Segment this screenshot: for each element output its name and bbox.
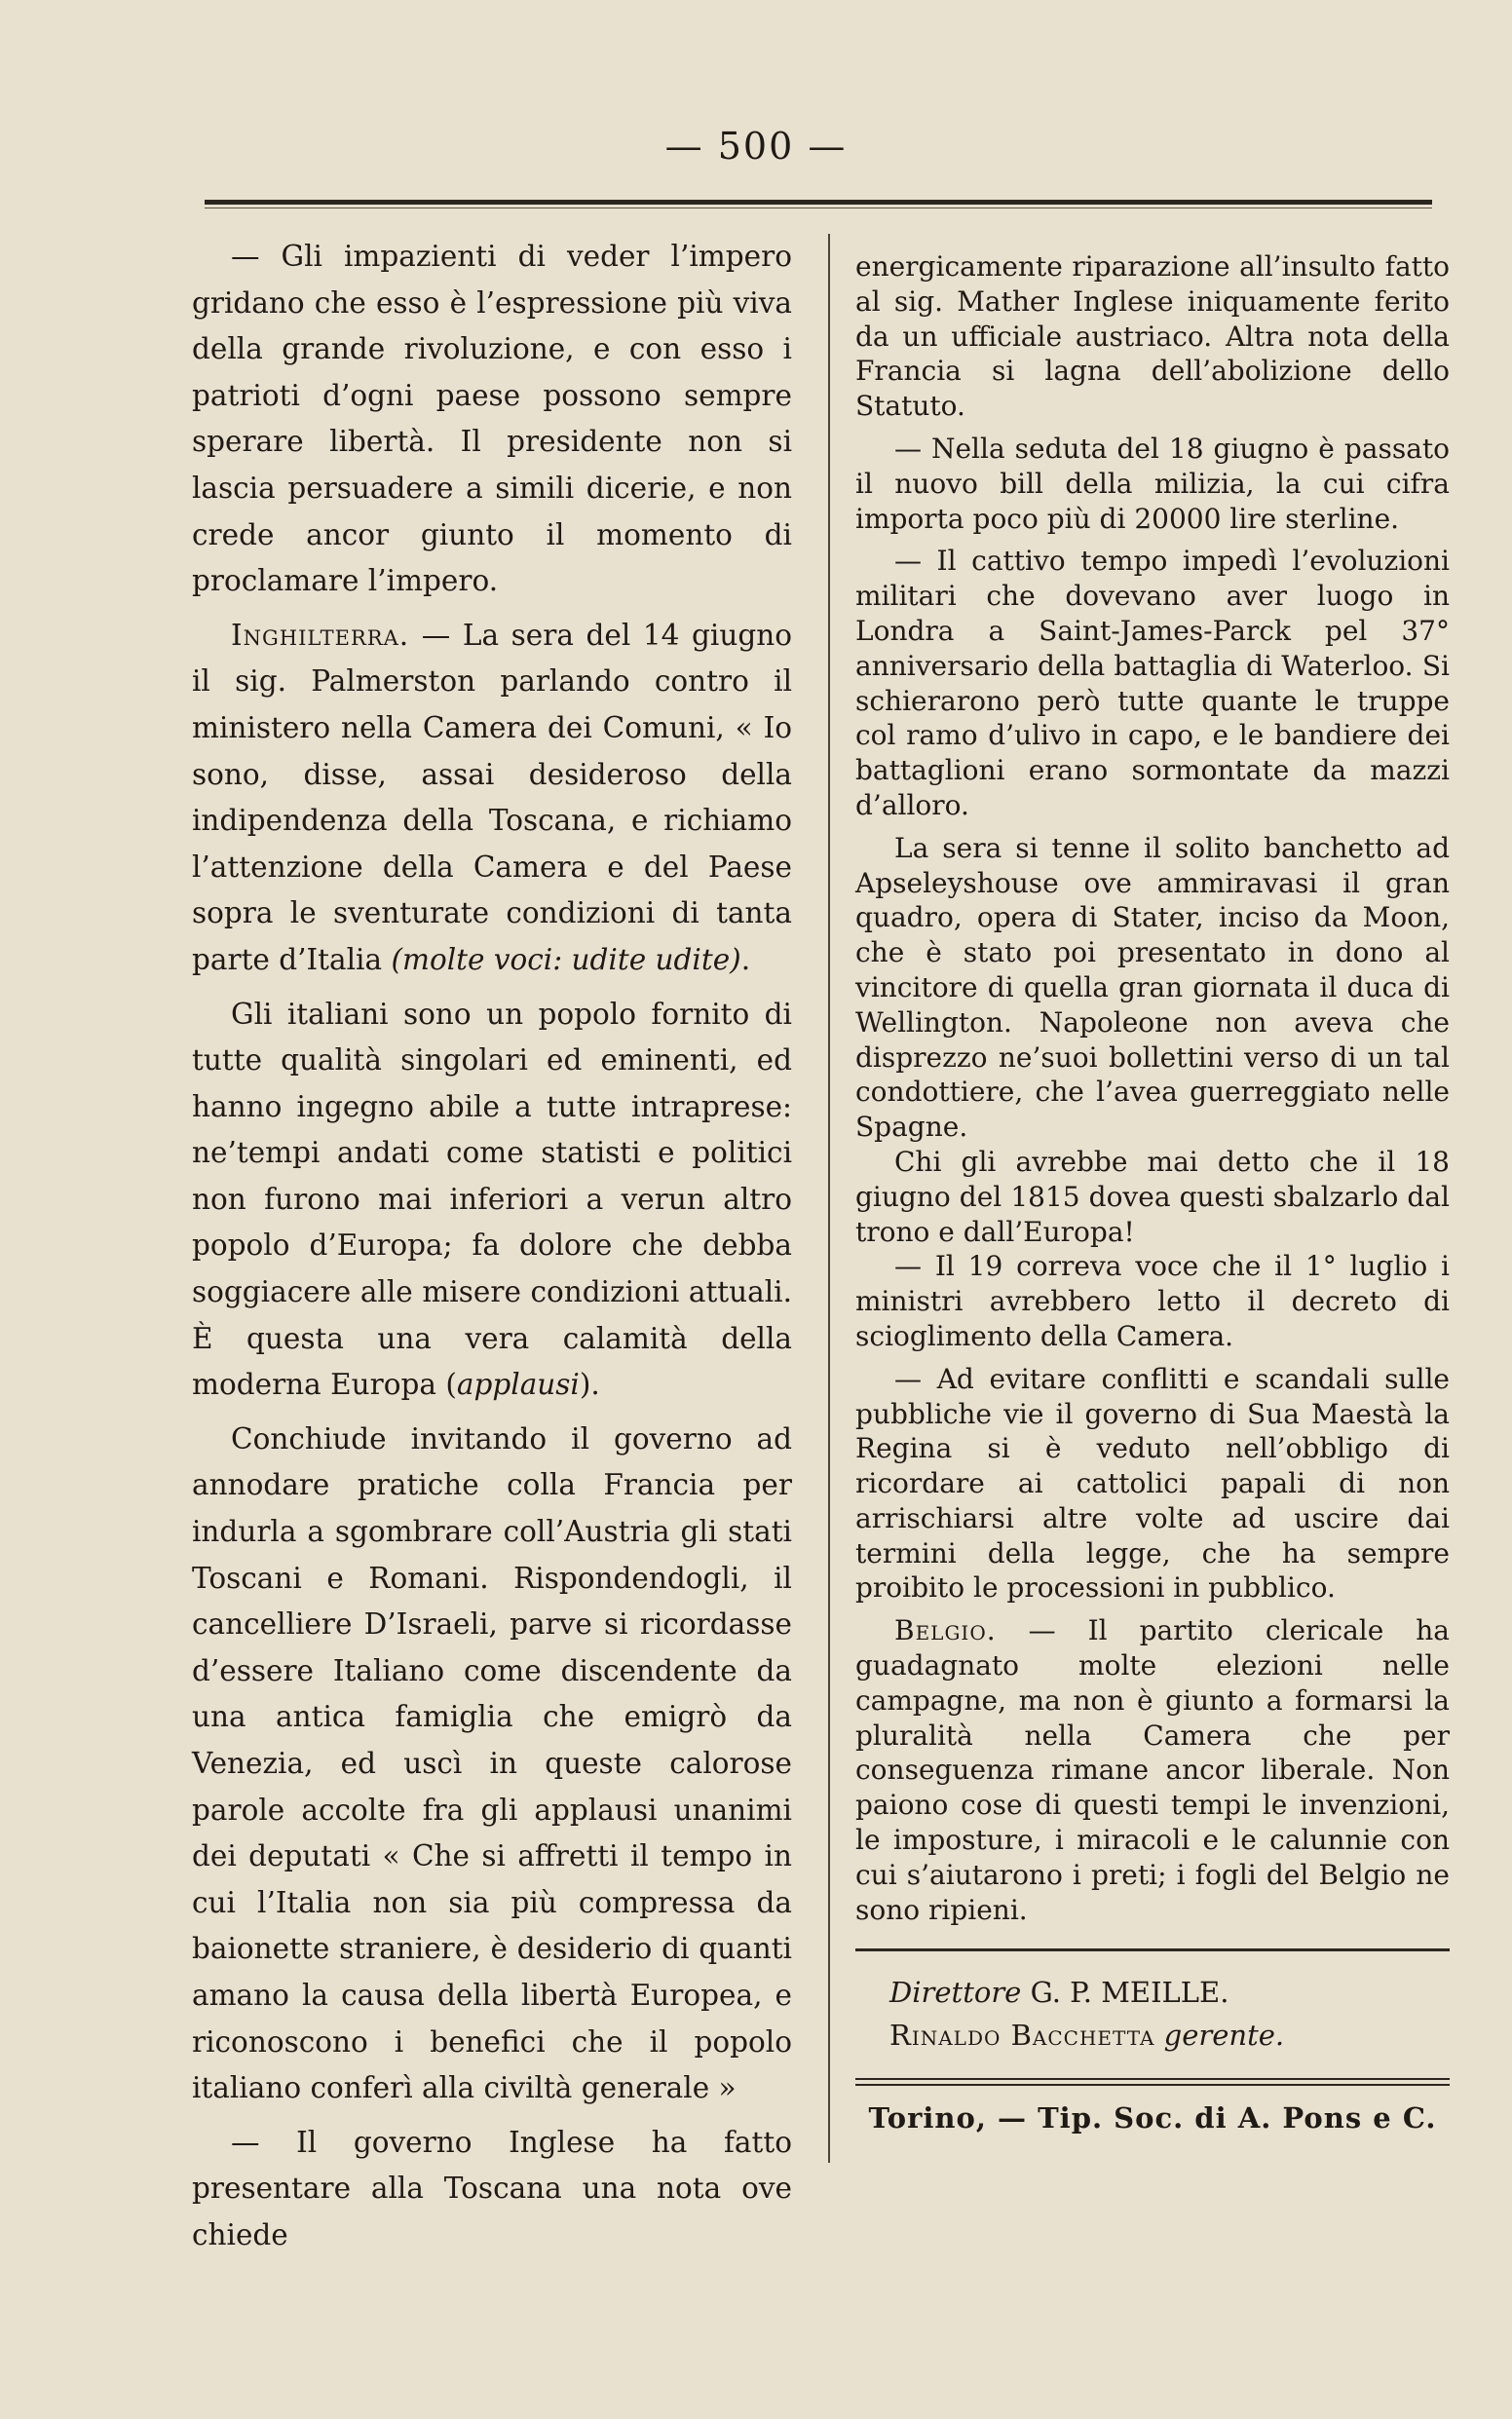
paragraph-milizia: — Nella seduta del 18 giugno è passato il nuovo bill della milizia, la cui cifra importa poco più di 20000 lire sterline.	[855, 432, 1450, 535]
inghilterra-end: .	[740, 942, 751, 976]
left-column	[192, 234, 792, 2259]
paragraph-italiani	[192, 992, 792, 1409]
section-heading-belgio: Belgio.	[894, 1614, 997, 1647]
applausi-word: applausi	[456, 1368, 580, 1402]
applausi-open: (	[436, 1368, 457, 1402]
signature-rule	[855, 1948, 1450, 1951]
header-rule	[205, 200, 1432, 205]
italiani-text: Gli italiani sono un popolo fornito di tutte qualità singolari ed eminenti, ed hanno ingegno abile a tutte intraprese: ne’tempi andati come statisti e politici non furono mai inferiori a verun altro popolo d’Europa; fa dolore che debba soggiacere alle misere condizioni attuali. È questa una vera calamità della moderna Europa	[192, 997, 792, 1402]
paragraph-inghilterra	[192, 613, 792, 984]
paragraph-scioglimento: — Il 19 correva voce che il 1° luglio i ministri avrebbero letto il decreto di scioglimento della Camera.	[855, 1250, 1450, 1352]
page-number: — 500 —	[664, 125, 848, 168]
paragraph-waterloo: — Il cattivo tempo impedì l’evoluzioni militari che dovevano aver luogo in Londra a Saint-James-Parck pel 37° anniversario della battaglia di Waterloo. Si schierarono però tutte quante le truppe col ramo d’ulivo in capo, e le bandiere dei battaglioni erano sormontate da mazzi d’alloro.	[855, 545, 1450, 821]
belgio-text: — Il partito clericale ha guadagnato molte elezioni nelle campagne, ma non è giunto a formarsi la pluralità nella Camera che per conseguenza rimane ancor liberale. Non paiono cose di questi tempi le invenzioni, le imposture, i miracoli e le calunnie con cui s’aiutarono i preti; i fogli del Belgio ne sono ripieni.	[855, 1614, 1450, 1926]
manager-name: Rinaldo Bacchetta	[889, 2019, 1155, 2053]
inghilterra-text: — La sera del 14 giugno il sig. Palmerston parlando contro il ministero nella Camera dei Comuni, « Io sono, disse, assai desideroso della indipendenza della Toscana, e richiamo l’attenzione della Camera e del Paese sopra le sventurate condizioni di tanta parte d’Italia	[192, 618, 792, 976]
manager-label: gerente.	[1163, 2019, 1285, 2053]
inghilterra-aside: (molte voci: udite udite)	[391, 942, 741, 976]
right-column	[855, 249, 1450, 2136]
printer-imprint: Torino, — Tip. Soc. di A. Pons e C.	[868, 2101, 1437, 2136]
paragraph-governo-inglese: — Il governo Inglese ha fatto presentare alla Toscana una nota ove chiede	[192, 2125, 792, 2251]
director-label: Direttore	[889, 1976, 1022, 2010]
paragraph-banchetto: La sera si tenne il solito banchetto ad Apseleyshouse ove ammiravasi il gran quadro, opera di Stater, inciso da Moon, che è stato poi presentato in dono al vincitore di quella gran giornata il duca di Wellington. Napoleone non aveva che disprezzo ne’suoi bollettini verso di un tal condottiere, che l’avea guerreggiato nelle Spagne.	[855, 831, 1450, 1144]
paragraph-wellington: Chi gli avrebbe mai detto che il 18 giugno del 1815 dovea questi sbalzarlo dal trono e dall’Europa!	[855, 1145, 1450, 1248]
imprint-rule	[855, 2078, 1450, 2080]
director-name: G. P. MEILLE.	[1030, 1976, 1229, 2010]
paragraph-impero: — Gli impazienti di veder l’impero gridano che esso è l’espressione più viva della grande rivoluzione, e con esso i patrioti d’ogni paese possono sempre sperare libertà. Il presidente non si lascia persuadere a simili dicerie, e non crede ancor giunto il momento di proclamare l’impero.	[192, 240, 792, 598]
section-heading-inghilterra: Inghilterra.	[231, 618, 410, 652]
applausi-close: ).	[579, 1368, 600, 1402]
manager-line	[889, 2014, 1450, 2057]
director-line	[889, 1971, 1450, 2014]
paragraph-belgio	[855, 1613, 1450, 1927]
paragraph-riparazione: energicamente riparazione all’insulto fatto al sig. Mather Inglese iniquamente ferito da un ufficiale austriaco. Altra nota della Francia si lagna dell’abolizione dello Statuto.	[855, 250, 1450, 423]
paragraph-conchiude: Conchiude invitando il governo ad annodare pratiche colla Francia per indurla a sgombrare coll’Austria gli stati Toscani e Romani. Rispondendogli, il cancelliere D’Israeli, parve si ricordasse d’essere Italiano come discendente da una antica famiglia che emigrò da Venezia, ed uscì in queste calorose parole accolte fra gli applausi unanimi dei deputati « Che si affretti il tempo in cui l’Italia non sia più compressa da baionette straniere, è desiderio di quanti amano la causa della libertà Europea, e riconoscono i benefici che il popolo italiano conferì alla civiltà generale »	[192, 1421, 792, 2105]
paragraph-processioni: — Ad evitare conflitti e scandali sulle pubbliche vie il governo di Sua Maestà la Regina si è veduto nell’obbligo di ricordare ai cattolici papali di non arrischiarsi altre volte ad uscire dai termini della legge, che ha sempre proibito le processioni in pubblico.	[855, 1362, 1450, 1605]
signature-block	[855, 1971, 1450, 2057]
column-divider	[828, 234, 830, 2163]
